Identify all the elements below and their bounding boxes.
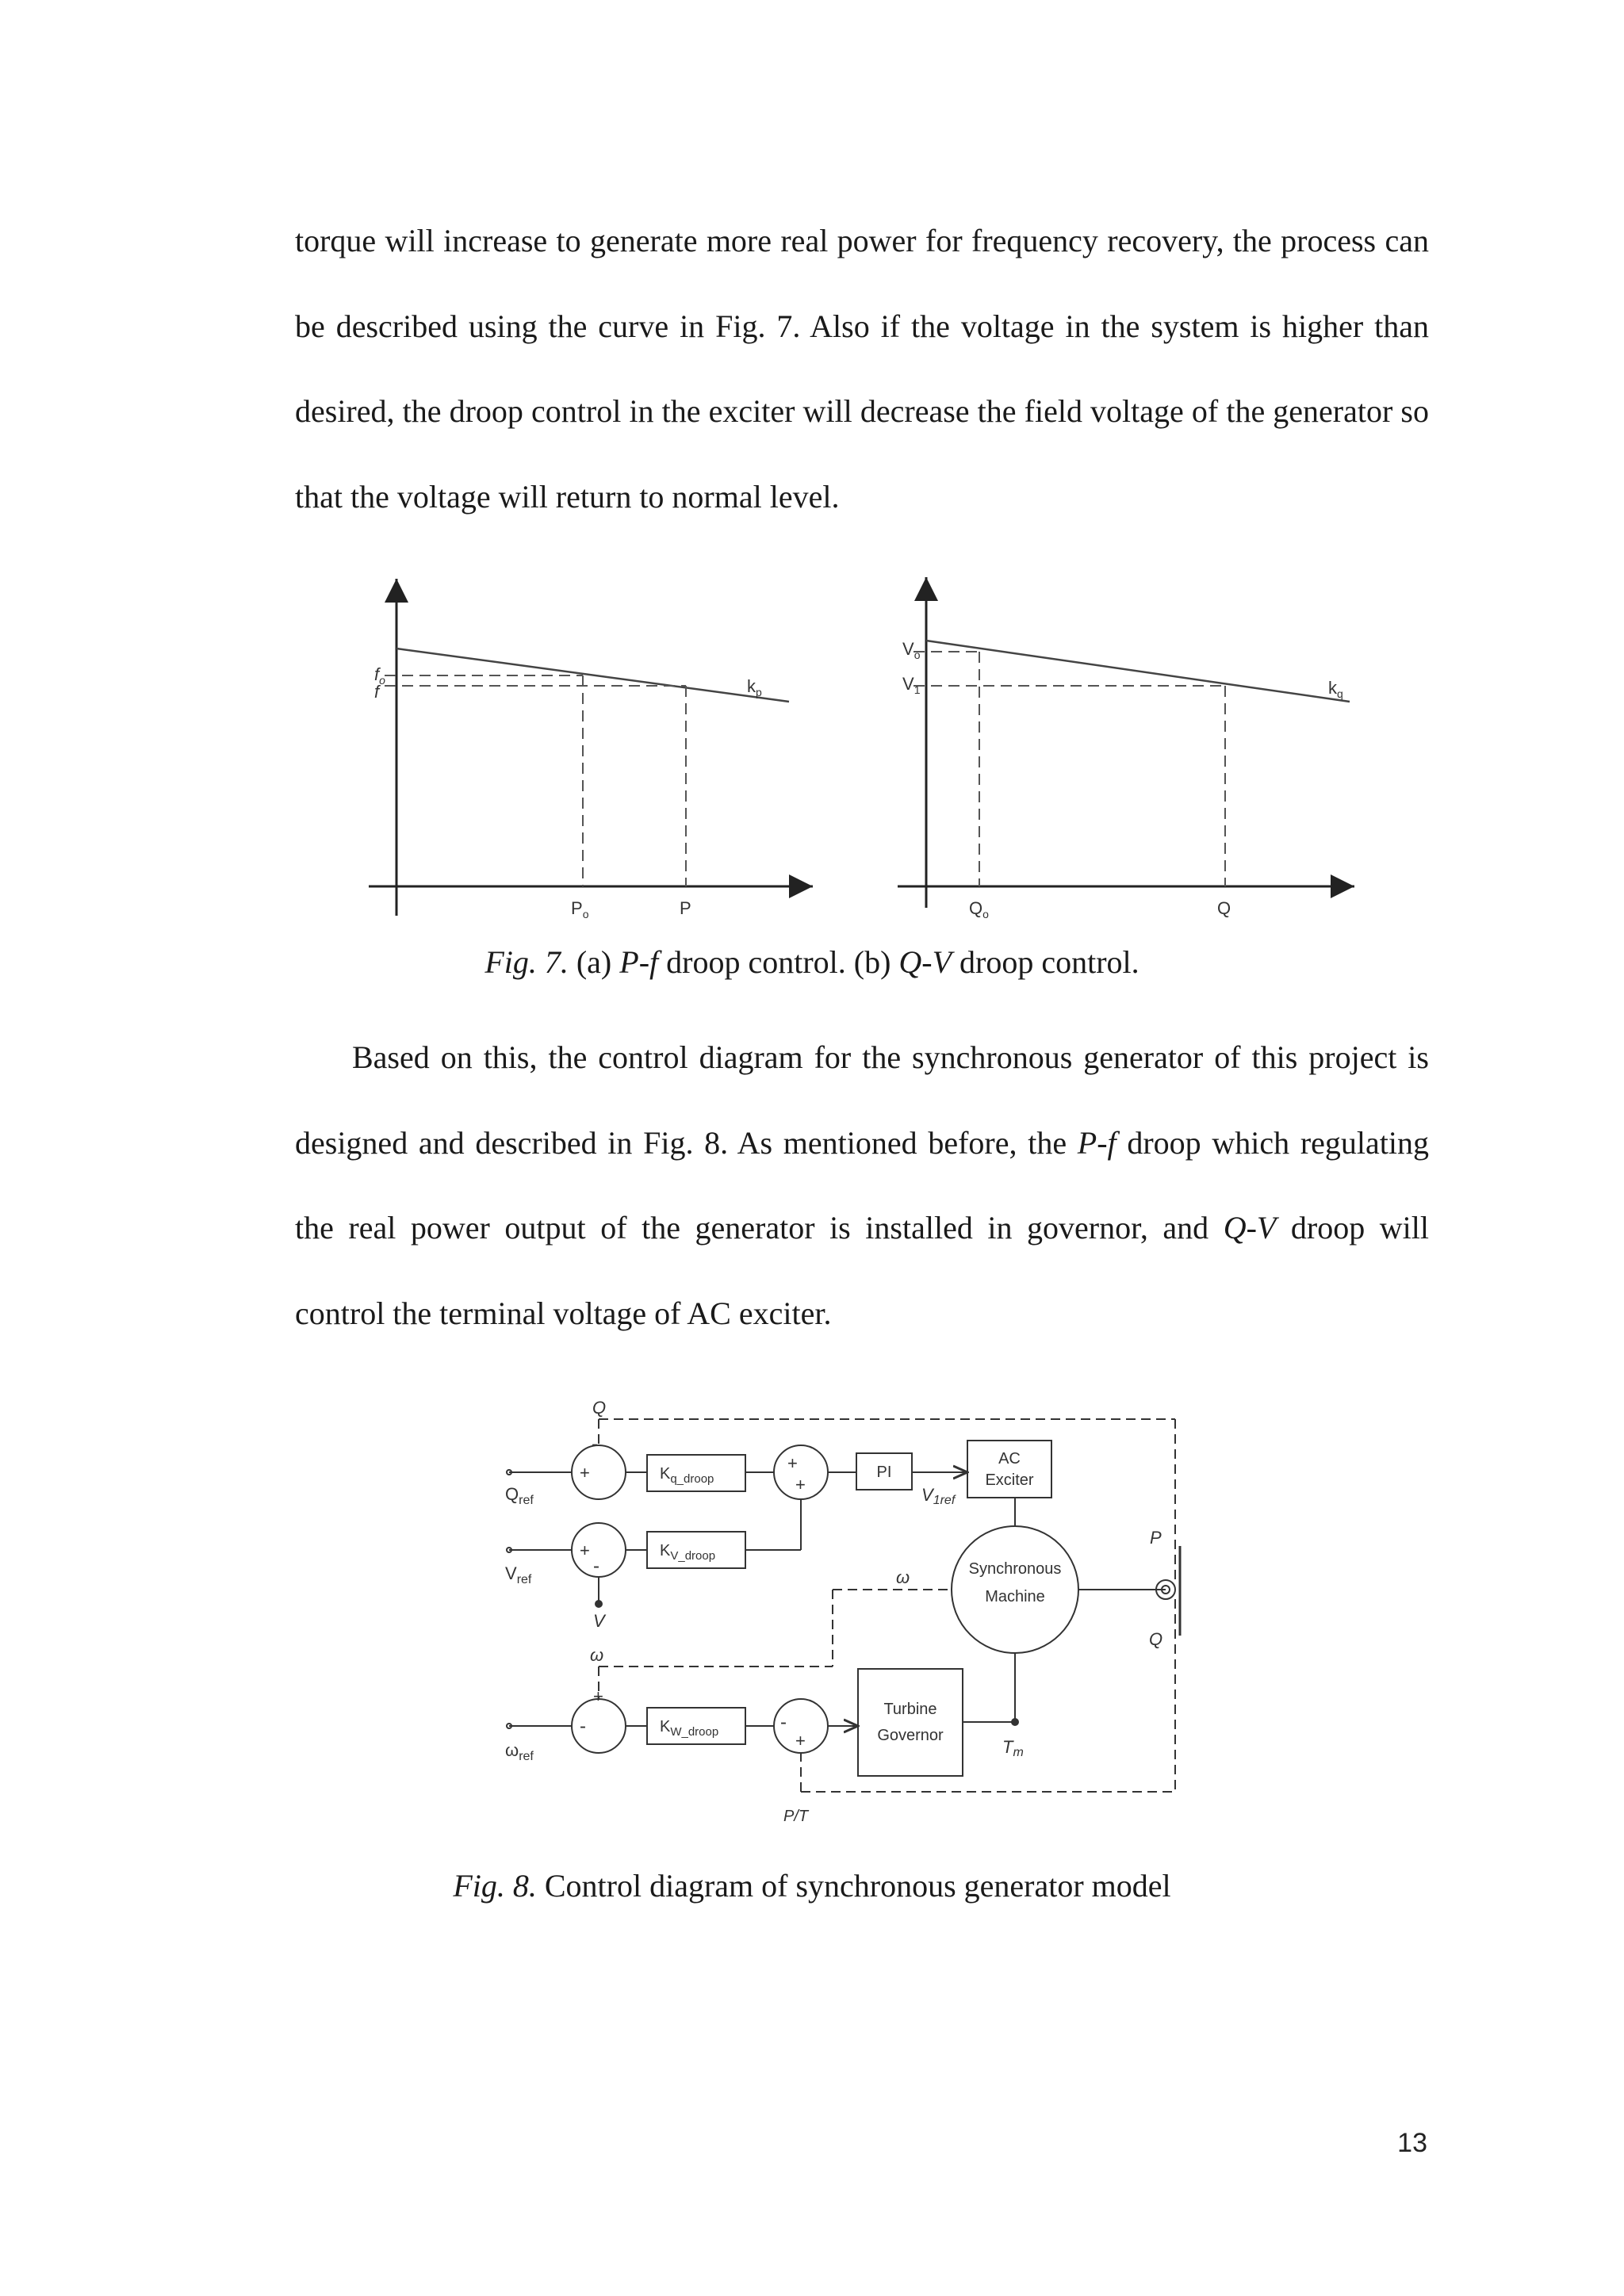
sign-minus-q: -: [592, 1433, 598, 1455]
label-qo: $Q_o$: [969, 898, 989, 920]
paragraph-1: torque will increase to generate more real power for frequency recovery, the process can be described using the curve in Fig. 7. Also if the voltage in the system is higher than desired, the droop control in the exciter will decrease the field voltage of the generator so that the voltage will return to normal level.: [295, 223, 1429, 515]
sign-plus-omega: +: [593, 1686, 603, 1706]
kw-droop-block: $K_{W\_droop}$: [660, 1718, 719, 1739]
omega-label: ω: [896, 1567, 910, 1587]
qv-droop-plot: [898, 577, 1354, 920]
sign-minus-v: -: [593, 1556, 599, 1577]
ac-exciter-line1: AC: [998, 1450, 1021, 1468]
omega-feedback-label: ω: [590, 1645, 604, 1665]
label-po: $P_o$: [571, 898, 589, 920]
label-v1: $V_1$: [902, 674, 921, 696]
q-output-label: Q: [1149, 1629, 1163, 1649]
sign-minus-pt: -: [780, 1712, 787, 1733]
label-vo: $V_o$: [902, 639, 921, 661]
vref-label: $V_{ref}$: [505, 1563, 532, 1586]
sign-plus-qref: +: [580, 1463, 590, 1483]
v1ref-label: V1ref: [921, 1485, 956, 1507]
v-label: V: [593, 1611, 605, 1631]
tm-label: Tm: [1002, 1737, 1024, 1759]
qref-label: $Q_{ref}$: [505, 1484, 534, 1507]
kq-droop-block: $K_{q\_droop}$: [660, 1465, 714, 1486]
label-p: P: [680, 898, 691, 918]
droop-line-kq: [926, 641, 1350, 702]
sign-plus-sum-b: +: [795, 1475, 806, 1494]
label-q: Q: [1217, 898, 1231, 918]
figure-8-caption: Fig. 8. Control diagram of synchronous generator model: [453, 1868, 1171, 1904]
turbine-governor-line2: Governor: [877, 1727, 944, 1744]
sign-plus-vref: +: [580, 1540, 590, 1560]
pt-label: P/T: [783, 1808, 809, 1825]
sign-plus-pt: +: [795, 1731, 806, 1751]
sign-minus-omegaref: -: [580, 1716, 586, 1737]
pi-block: PI: [876, 1464, 892, 1481]
omegaref-label: $\omega_{ref}$: [505, 1740, 534, 1763]
label-kq: $k_q$: [1328, 678, 1343, 700]
label-kp: $k_p$: [747, 676, 762, 698]
p-output-label: P: [1150, 1528, 1162, 1548]
sync-machine-line2: Machine: [985, 1588, 1045, 1605]
figure-8: [492, 1391, 1229, 1839]
sync-machine-line1: Synchronous: [968, 1560, 1062, 1578]
ac-exciter-line2: Exciter: [985, 1471, 1034, 1489]
label-fo: $f_o$: [374, 664, 385, 687]
figure-7: [349, 571, 1380, 928]
page-number: 13: [1397, 2128, 1427, 2158]
figure-7-caption: Fig. 7. (a) P-f droop control. (b) Q-V droop control.: [485, 944, 1139, 980]
q-top-label: Q: [592, 1398, 607, 1418]
label-f: f: [374, 682, 380, 702]
paragraph-2: Based on this, the control diagram for the synchronous generator of this project is designed and described in Fig. 8. As mentioned before, the P-f droop which regulating the real power output of the generator is installed in governor, and Q-V droop will control the terminal voltage of AC exciter.: [295, 1039, 1429, 1331]
kv-droop-block: $K_{V\_droop}$: [660, 1542, 716, 1563]
sign-plus-sum-a: +: [787, 1453, 798, 1473]
pf-droop-plot: [369, 579, 813, 920]
turbine-governor-line1: Turbine: [883, 1701, 937, 1718]
